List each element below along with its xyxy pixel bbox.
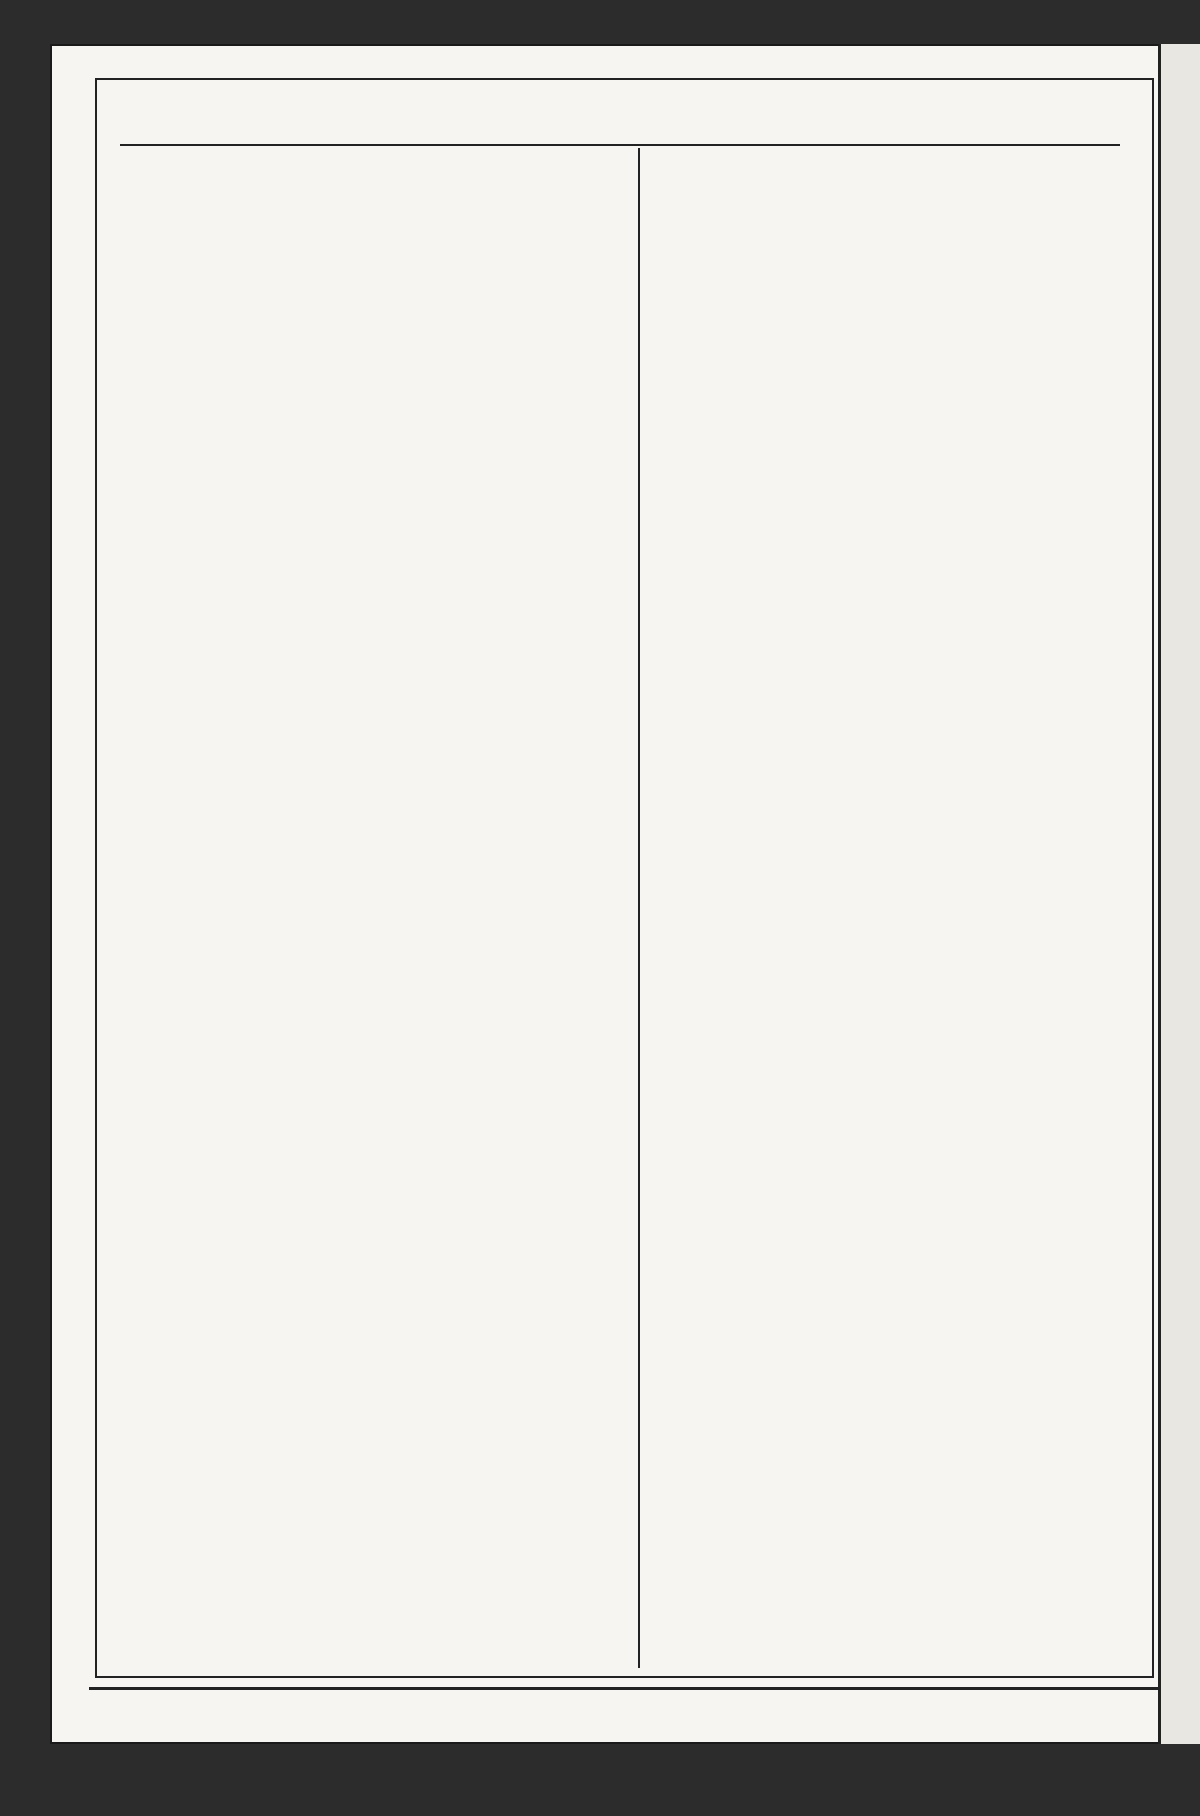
text-frame <box>95 78 1154 1678</box>
next-page-edge <box>1158 44 1200 1744</box>
header-rule <box>120 144 1120 146</box>
column-rule <box>638 148 640 1668</box>
